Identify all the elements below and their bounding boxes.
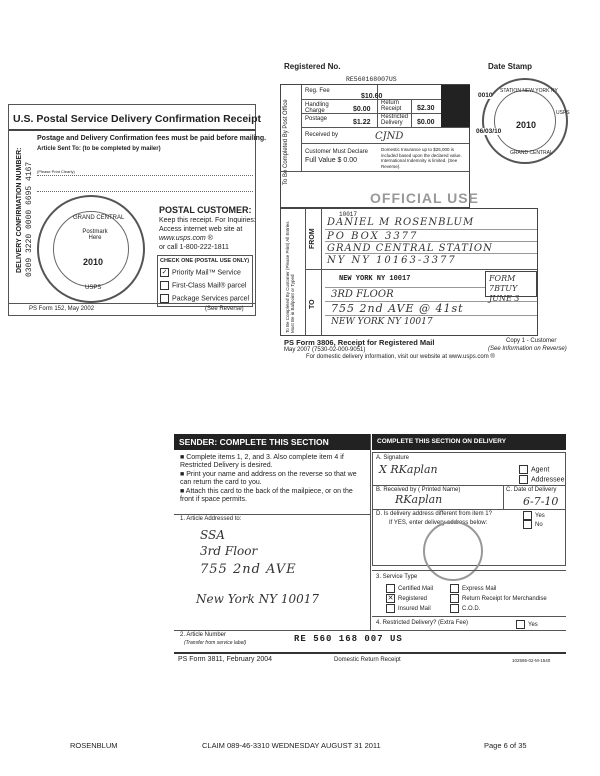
return-receipt-label: Return Receipt	[381, 100, 402, 112]
no-checkbox[interactable]	[523, 520, 543, 529]
date-stamp	[476, 78, 570, 164]
check-one-heading: CHECK ONE (POSTAL USE ONLY)	[160, 258, 250, 264]
checkbox-icon[interactable]	[516, 620, 525, 629]
article-number: RE 560 168 007 US	[294, 634, 403, 644]
footer-claim: CLAIM 089-46-3310 WEDNESDAY AUGUST 31 2011	[202, 741, 381, 750]
phone-text: or call 1-800-222-1811	[159, 244, 229, 251]
to-line-2: 3RD FLOOR	[331, 289, 394, 300]
yes-checkbox[interactable]	[523, 511, 545, 520]
delivery-stamp	[423, 521, 483, 581]
customer-must-declare: Customer Must Declare	[305, 149, 369, 155]
received-by-name: RKaplan	[395, 493, 443, 506]
form-code: 102595-02-M-1540	[512, 658, 551, 663]
addressee-checkbox[interactable]	[519, 475, 564, 484]
full-value: Full Value $ 0.00	[305, 157, 358, 164]
form-note: FORM 7BTUY JUNE 3	[489, 274, 520, 303]
from-line-4: NY NY 10163-3377	[327, 255, 457, 266]
option-label: Package Services parcel	[172, 295, 250, 303]
copy-label: Copy 1 - Customer	[506, 338, 557, 344]
stamp-date: 2010	[83, 257, 104, 267]
restricted-yes-label: Yes	[528, 622, 538, 629]
restricted-yes-checkbox[interactable]	[516, 620, 538, 629]
return-receipt-value: $2.30	[417, 105, 435, 112]
from-line-2: PO BOX 3377	[327, 231, 419, 242]
date-stamp-date: 06/03/10	[476, 128, 502, 135]
service-insured[interactable]	[386, 604, 431, 613]
domestic-return-label: Domestic Return Receipt	[334, 657, 401, 663]
address-line-2: 3rd Floor	[200, 544, 258, 558]
address-line-1: SSA	[200, 528, 225, 542]
keep-receipt-text: Keep this receipt. For Inquiries:	[159, 217, 256, 224]
to-label: TO	[309, 299, 316, 309]
reg-fee-label: Reg. Fee	[305, 88, 330, 94]
article-sent-to: Article Sent To: (to be completed by mailer)	[37, 146, 161, 152]
checkbox-icon[interactable]	[160, 294, 169, 303]
access-text: Access internet web site at	[159, 226, 243, 233]
footer-name: ROSENBLUM	[70, 741, 118, 750]
postage-value: $1.22	[353, 119, 371, 126]
checkbox-icon[interactable]	[519, 475, 528, 484]
bullet-text: Print your name and address on the reverse so that we can return the card to you.	[180, 471, 357, 486]
from-zip: 10017	[339, 211, 358, 218]
checkbox-icon[interactable]	[523, 520, 532, 529]
yes-label: Yes	[535, 513, 545, 520]
from-line-3: GRAND CENTRAL STATION	[327, 243, 493, 254]
bullet-text: Attach this card to the back of the mailpiece, or on the front if space permits.	[180, 488, 353, 503]
received-by-signature: CJND	[375, 131, 404, 142]
registered-header: Registered No.	[284, 62, 341, 71]
receipt-form-number: PS Form 152, May 2002	[29, 306, 95, 312]
registered-form-date: May 2007 (7530-02-000-9051)	[284, 347, 366, 353]
restricted-delivery-label: 4. Restricted Delivery? (Extra Fee)	[376, 620, 469, 626]
postage-label: Postage	[305, 116, 328, 122]
service-label: Return Receipt for Merchandise	[462, 596, 547, 603]
checkbox-icon[interactable]	[450, 604, 459, 613]
service-return-merchandise[interactable]	[450, 594, 547, 603]
official-use: OFFICIAL USE	[370, 190, 479, 206]
service-certified[interactable]	[386, 584, 433, 593]
signature: X RKaplan	[379, 463, 438, 476]
no-label: No	[535, 522, 543, 529]
checkbox-icon[interactable]: ✕	[387, 595, 394, 602]
d-question: D. Is delivery address different from item 1?	[376, 511, 492, 517]
return-form-number: PS Form 3811, February 2004	[178, 656, 273, 663]
date-stamp-bottom: GRAND CENTRAL	[510, 150, 553, 156]
reg-fee-value: $10.60	[361, 93, 383, 100]
stamp-sub-text: Postmark Here	[82, 229, 108, 241]
handling-label: Handling Charge	[305, 102, 329, 114]
date-stamp-text: STATION NEW YORK NY	[500, 88, 558, 94]
addressee-label: Addressee	[531, 476, 565, 484]
bullet-text: Complete items 1, 2, and 3. Also complete item 4 if Restricted Delivery is desired.	[180, 454, 344, 469]
domestic-info: For domestic delivery information, visit our website at www.usps.com ®	[306, 354, 495, 360]
option-priority[interactable]	[160, 268, 241, 277]
agent-label: Agent	[531, 466, 550, 474]
checkbox-icon[interactable]	[386, 604, 395, 613]
article-addressed-label: 1. Article Addressed to:	[180, 516, 242, 522]
registered-mail-receipt	[280, 58, 572, 358]
received-by-label: Received by	[305, 132, 339, 138]
to-line-1: NEW YORK NY 10017	[339, 275, 411, 283]
service-label: C.O.D.	[462, 606, 481, 613]
vertical-label: DELIVERY CONFIRMATION NUMBER:	[16, 147, 23, 273]
from-line-1: DANIEL M ROSENBLUM	[327, 217, 475, 228]
option-package[interactable]	[160, 294, 249, 303]
date-stamp-year: 2010	[516, 120, 537, 130]
service-type-label: 3. Service Type	[376, 574, 418, 580]
checkbox-icon[interactable]: ✓	[161, 269, 168, 276]
sender-header: SENDER: COMPLETE THIS SECTION	[174, 434, 370, 450]
delivery-header: COMPLETE THIS SECTION ON DELIVERY	[372, 434, 566, 450]
stamp-top-text: GRAND CENTRAL	[73, 215, 125, 221]
option-first-class[interactable]	[160, 281, 246, 290]
see-info: (See Information on Reverse)	[488, 346, 567, 352]
service-label: Certified Mail	[398, 586, 434, 593]
option-label: First-Class Mail® parcel	[172, 282, 247, 290]
confirmation-number: 0309 3220 0000 6695 4167	[25, 161, 34, 277]
service-cod[interactable]	[450, 604, 480, 613]
handling-value: $0.00	[353, 106, 371, 113]
receipt-title: U.S. Postal Service Delivery Confirmation Receipt	[13, 113, 262, 125]
received-by-label: B. Received by ( Printed Name)	[376, 487, 461, 493]
date-of-delivery-label: C. Date of Delivery	[506, 487, 557, 493]
service-express[interactable]	[450, 584, 496, 593]
agent-checkbox[interactable]	[519, 465, 549, 474]
address-line-3: 755 2nd AVE	[200, 562, 297, 577]
checkbox-icon[interactable]	[386, 584, 395, 593]
checkbox-icon[interactable]	[450, 594, 459, 603]
if-yes-text: If YES, enter delivery address below:	[389, 520, 488, 526]
side-label-post-office: To Be Completed By Post Office	[283, 99, 289, 185]
web-text: www.usps.com ®	[159, 235, 213, 242]
form-note-box	[485, 271, 537, 303]
footer-page: Page 6 of 35	[484, 741, 527, 750]
stamp-bottom-text: USPS	[85, 285, 102, 291]
registered-number: RE560168007US	[346, 76, 397, 83]
checkbox-icon[interactable]	[450, 584, 459, 593]
bullet-item: ■ Attach this card to the back of the mailpiece, or on the front if space permits.	[180, 488, 353, 503]
signature-label: A. Signature	[376, 455, 410, 461]
service-label: Registered	[398, 596, 428, 603]
date-of-delivery: 6-7-10	[523, 495, 559, 508]
bullet-item: ■ Complete items 1, 2, and 3. Also complete item 4 if Restricted Delivery is desired.	[180, 454, 344, 469]
from-label: FROM	[309, 228, 316, 249]
to-line-3: 755 2nd AVE @ 41st	[331, 302, 464, 315]
date-stamp-header: Date Stamp	[488, 62, 533, 71]
bullet-item: ■ Print your name and address on the reverse so that we can return the card to you.	[180, 471, 357, 486]
checkbox-icon[interactable]	[519, 465, 528, 474]
date-stamp-code: 0010	[478, 92, 493, 99]
see-reverse: (See Reverse)	[205, 306, 244, 312]
postal-customer-heading: POSTAL CUSTOMER:	[159, 205, 252, 215]
date-stamp-usps: USPS	[556, 110, 570, 116]
to-line-4: NEW YORK NY 10017	[331, 317, 433, 327]
service-label: Express Mail	[462, 586, 497, 593]
service-label: Insured Mail	[398, 606, 431, 613]
address-line-4: New York NY 10017	[196, 592, 320, 606]
return-receipt-card	[174, 434, 566, 668]
checkbox-icon[interactable]	[523, 511, 532, 520]
instructions	[180, 454, 368, 504]
fees-note: Postage and Delivery Confirmation fees must be paid before mailing.	[37, 135, 267, 142]
name-line: (Please Print Clearly)	[37, 169, 75, 174]
postmark-stamp	[37, 195, 145, 303]
restricted-label: Restricted Delivery	[381, 114, 409, 126]
article-number-label: 2. Article Number	[180, 632, 227, 638]
service-registered[interactable]	[386, 594, 427, 603]
registered-form-title: PS Form 3806, Receipt for Registered Mail	[284, 338, 435, 347]
side-label-customer: To Be Completed By Customer (Please Print) All Entries Must Be in Ballpoint or Typed	[285, 221, 295, 333]
restricted-value: $0.00	[417, 119, 435, 126]
transfer-label: (Transfer from service label)	[184, 640, 247, 646]
checkbox-icon[interactable]	[160, 281, 169, 290]
option-label: Priority Mail™ Service	[172, 269, 241, 277]
delivery-confirmation-receipt	[8, 104, 267, 316]
insurance-note: Domestic Insurance up to $25,000 is included based upon the declared value. International Indemnity is limited. (See Reverse).	[381, 147, 462, 169]
